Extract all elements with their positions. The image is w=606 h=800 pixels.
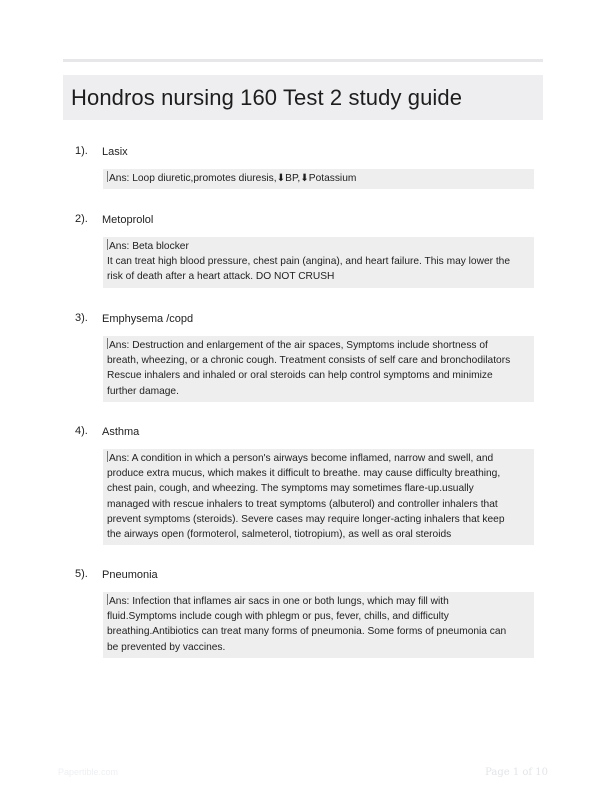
answer-line: It can treat high blood pressure, chest pain (angina), and heart failure. This may lower the	[107, 256, 511, 268]
question-title: Emphysema /copd	[102, 313, 194, 325]
answer-marker	[107, 171, 108, 182]
answer-box	[103, 237, 534, 288]
answer-line: be prevented by vaccines.	[107, 641, 226, 653]
answer-marker	[107, 451, 108, 462]
footer-watermark: Papertible.com	[58, 767, 119, 777]
question-title: Lasix	[102, 146, 128, 158]
answer-marker	[107, 239, 108, 250]
answer-box	[103, 169, 534, 189]
answer-line: chest pain, cough, and wheezing. The symptoms may sometimes flare-up.usually	[107, 483, 474, 495]
page-title: Hondros nursing 160 Test 2 study guide	[71, 84, 463, 110]
answer-line: Ans: Beta blocker	[109, 241, 189, 252]
question-number: 2).	[75, 213, 88, 225]
question-title: Pneumonia	[102, 569, 158, 581]
answer-line: the airways open (formoterol, salmeterol, tiotropium), as well as oral steroids	[107, 529, 452, 541]
answer-line: further damage.	[107, 385, 179, 397]
answer-line: breathing.Antibiotics can treat many forms of pneumonia. Some forms of pneumonia can	[107, 626, 507, 638]
answer-box	[103, 592, 534, 658]
answer-line: prevent symptoms (steroids). Severe cases may require longer-acting inhalers that keep	[107, 513, 505, 525]
answer-line: Ans: Loop diuretic,promotes diuresis,⬇BP,⬇Potassium	[109, 173, 357, 184]
answer-line: Rescue inhalers and inhaled or oral steroids can help control symptoms and minimize	[107, 370, 493, 382]
answer-box	[103, 336, 534, 402]
answer-line: breath, wheezing, or a chronic cough. Treatment consists of self care and bronchodilators	[107, 355, 511, 367]
question-number: 1).	[75, 145, 88, 157]
title-bar	[63, 75, 543, 120]
answer-line: Ans: A condition in which a person's airways become inflamed, narrow and swell, and	[109, 453, 494, 464]
question-number: 3).	[75, 312, 88, 324]
answer-line: Ans: Destruction and enlargement of the air spaces, Symptoms include shortness of	[109, 340, 488, 351]
question-title: Metoprolol	[102, 214, 154, 226]
answer-box	[103, 449, 534, 545]
answer-line: risk of death after a heart attack. DO NOT CRUSH	[107, 271, 335, 283]
answer-line: Ans: Infection that inflames air sacs in one or both lungs, which may fill with	[109, 596, 449, 607]
answer-line: produce extra mucus, which makes it difficult to breathe. may cause difficulty breathing,	[107, 468, 501, 480]
question-title: Asthma	[102, 426, 140, 438]
answer-line: fluid.Symptoms include cough with phlegm or pus, fever, chills, and difficulty	[107, 611, 449, 623]
page-number: Page 1 of 10	[485, 767, 548, 778]
top-divider	[63, 59, 543, 62]
answer-marker	[107, 594, 108, 605]
question-number: 4).	[75, 425, 88, 437]
answer-marker	[107, 338, 108, 349]
question-number: 5).	[75, 568, 88, 580]
answer-line: managed with rescue inhalers to treat symptoms (albuterol) and controller inhalers that	[107, 498, 498, 510]
